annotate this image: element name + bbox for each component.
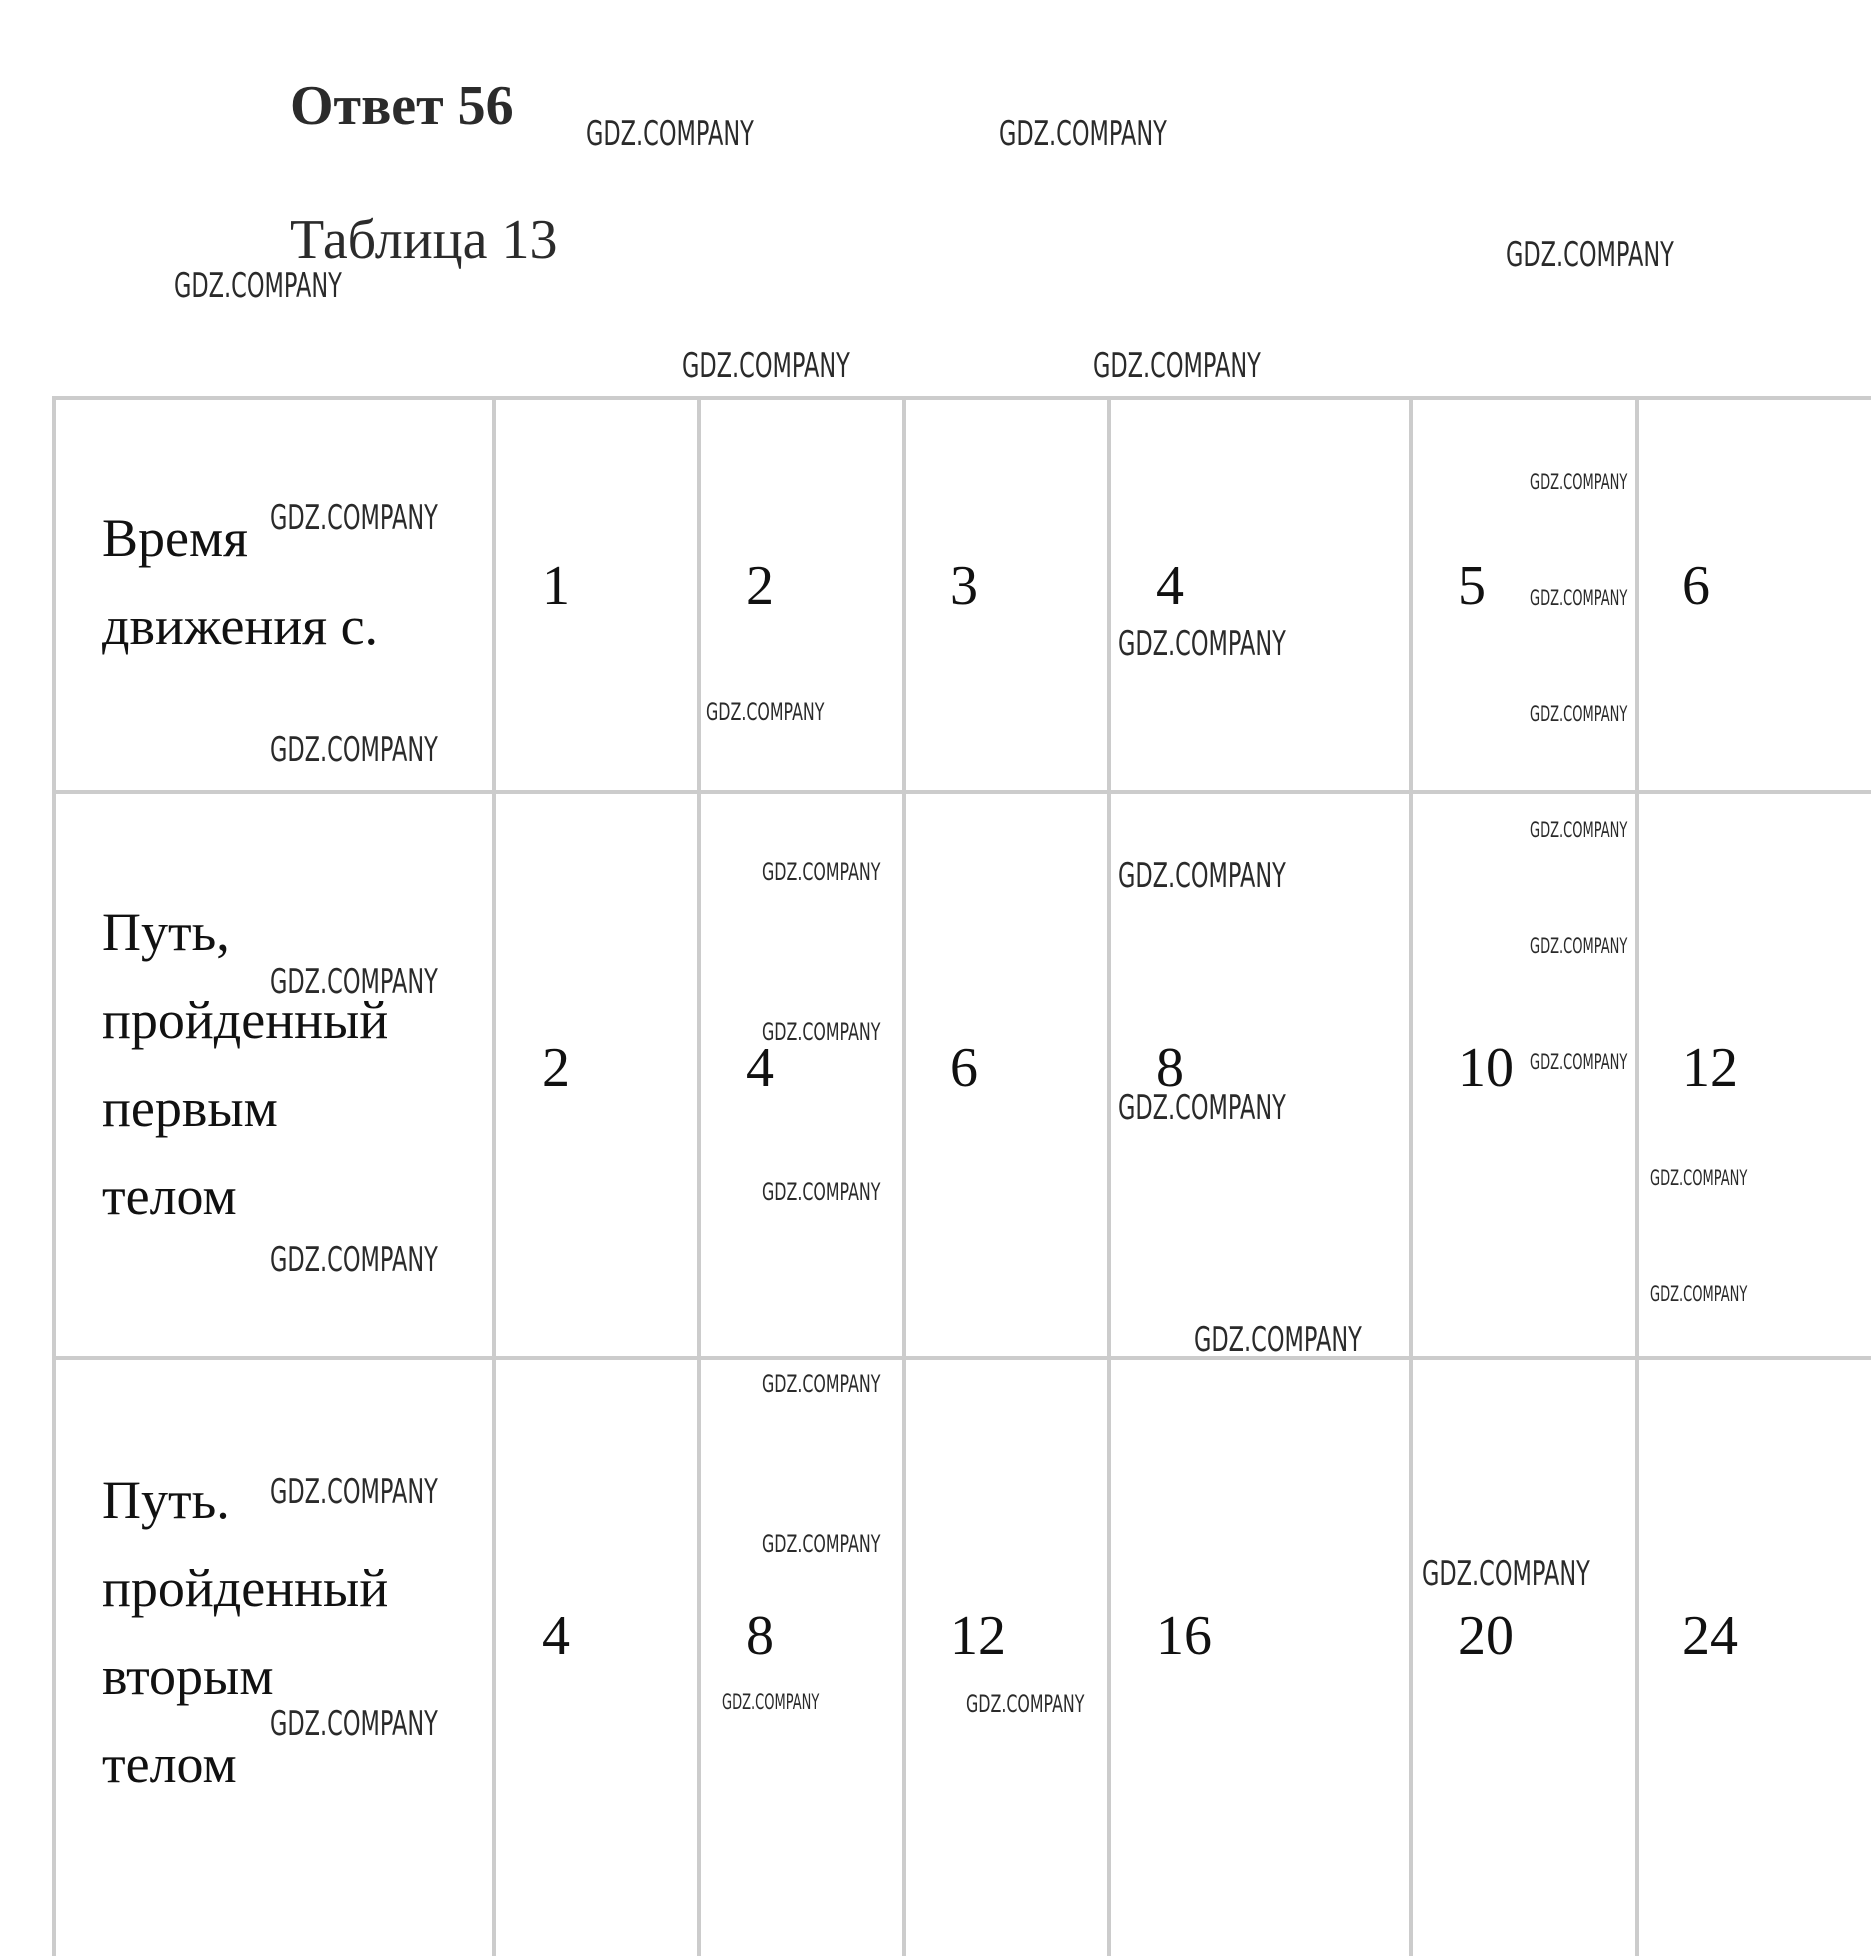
- table-border-left: [52, 396, 56, 1956]
- watermark: GDZ.COMPANY: [762, 1018, 881, 1046]
- table-col-divider: [697, 396, 701, 1956]
- table-cell: 8: [746, 1605, 774, 1667]
- label-line: Путь.: [102, 1470, 230, 1530]
- watermark: GDZ.COMPANY: [682, 346, 850, 386]
- label-line: пройденный: [102, 1558, 389, 1618]
- watermark: GDZ.COMPANY: [1118, 624, 1286, 664]
- watermark: GDZ.COMPANY: [1118, 1088, 1286, 1128]
- table-cell: 4: [542, 1605, 570, 1667]
- table-cell: 12: [950, 1605, 1006, 1667]
- watermark: GDZ.COMPANY: [1650, 1282, 1748, 1306]
- table-cell: 16: [1156, 1605, 1212, 1667]
- table-cell: 8: [1156, 1037, 1184, 1099]
- watermark: GDZ.COMPANY: [270, 1704, 438, 1744]
- watermark: GDZ.COMPANY: [762, 1178, 881, 1206]
- watermark: GDZ.COMPANY: [722, 1690, 820, 1714]
- watermark: GDZ.COMPANY: [270, 730, 438, 770]
- label-line: пройденный: [102, 990, 389, 1050]
- table-border-top: [52, 396, 1871, 400]
- table-cell: 4: [1156, 555, 1184, 617]
- answer-title: Ответ 56: [290, 75, 514, 137]
- watermark: GDZ.COMPANY: [1530, 818, 1628, 842]
- watermark: GDZ.COMPANY: [270, 1472, 438, 1512]
- watermark: GDZ.COMPANY: [1093, 346, 1261, 386]
- table-cell: 24: [1682, 1605, 1738, 1667]
- watermark: GDZ.COMPANY: [1650, 1166, 1748, 1190]
- table-cell: 4: [746, 1037, 774, 1099]
- table-col-divider: [1409, 396, 1413, 1956]
- table-cell: 3: [950, 555, 978, 617]
- watermark: GDZ.COMPANY: [706, 698, 825, 726]
- table-row-divider: [52, 790, 1871, 794]
- watermark: GDZ.COMPANY: [586, 114, 754, 154]
- label-line: движения с.: [102, 596, 379, 656]
- watermark: GDZ.COMPANY: [1530, 702, 1628, 726]
- table-col-divider: [902, 396, 906, 1956]
- label-line: телом: [102, 1166, 237, 1226]
- table-col-divider: [1635, 396, 1639, 1956]
- table-cell: 5: [1458, 555, 1486, 617]
- table-cell: 10: [1458, 1037, 1514, 1099]
- watermark: GDZ.COMPANY: [270, 1240, 438, 1280]
- watermark: GDZ.COMPANY: [966, 1690, 1085, 1718]
- watermark: GDZ.COMPANY: [762, 1370, 881, 1398]
- table-cell: 6: [1682, 555, 1710, 617]
- table-cell: 2: [542, 1037, 570, 1099]
- watermark: GDZ.COMPANY: [1118, 856, 1286, 896]
- label-line: Время: [102, 508, 248, 568]
- label-line: первым: [102, 1078, 278, 1138]
- watermark: GDZ.COMPANY: [1530, 470, 1628, 494]
- watermark: GDZ.COMPANY: [1506, 235, 1674, 275]
- table-row-divider: [52, 1356, 1871, 1360]
- watermark: GDZ.COMPANY: [270, 498, 438, 538]
- table-cell: 1: [542, 555, 570, 617]
- watermark: GDZ.COMPANY: [270, 962, 438, 1002]
- table-cell: 12: [1682, 1037, 1738, 1099]
- watermark: GDZ.COMPANY: [1530, 934, 1628, 958]
- table-cell: 20: [1458, 1605, 1514, 1667]
- watermark: GDZ.COMPANY: [1530, 1050, 1628, 1074]
- table-cell: 6: [950, 1037, 978, 1099]
- watermark: GDZ.COMPANY: [999, 114, 1167, 154]
- label-line: телом: [102, 1734, 237, 1794]
- watermark: GDZ.COMPANY: [762, 858, 881, 886]
- watermark: GDZ.COMPANY: [762, 1530, 881, 1558]
- watermark: GDZ.COMPANY: [1530, 586, 1628, 610]
- table-col-divider: [1107, 396, 1111, 1956]
- label-line: вторым: [102, 1646, 274, 1706]
- watermark: GDZ.COMPANY: [174, 266, 342, 306]
- table-caption: Таблица 13: [290, 209, 558, 271]
- row-label-path-first-body: [102, 888, 388, 1240]
- label-line: Путь,: [102, 902, 230, 962]
- table-cell: 2: [746, 555, 774, 617]
- table-col-divider: [492, 396, 496, 1956]
- watermark: GDZ.COMPANY: [1194, 1320, 1362, 1360]
- watermark: GDZ.COMPANY: [1422, 1554, 1590, 1594]
